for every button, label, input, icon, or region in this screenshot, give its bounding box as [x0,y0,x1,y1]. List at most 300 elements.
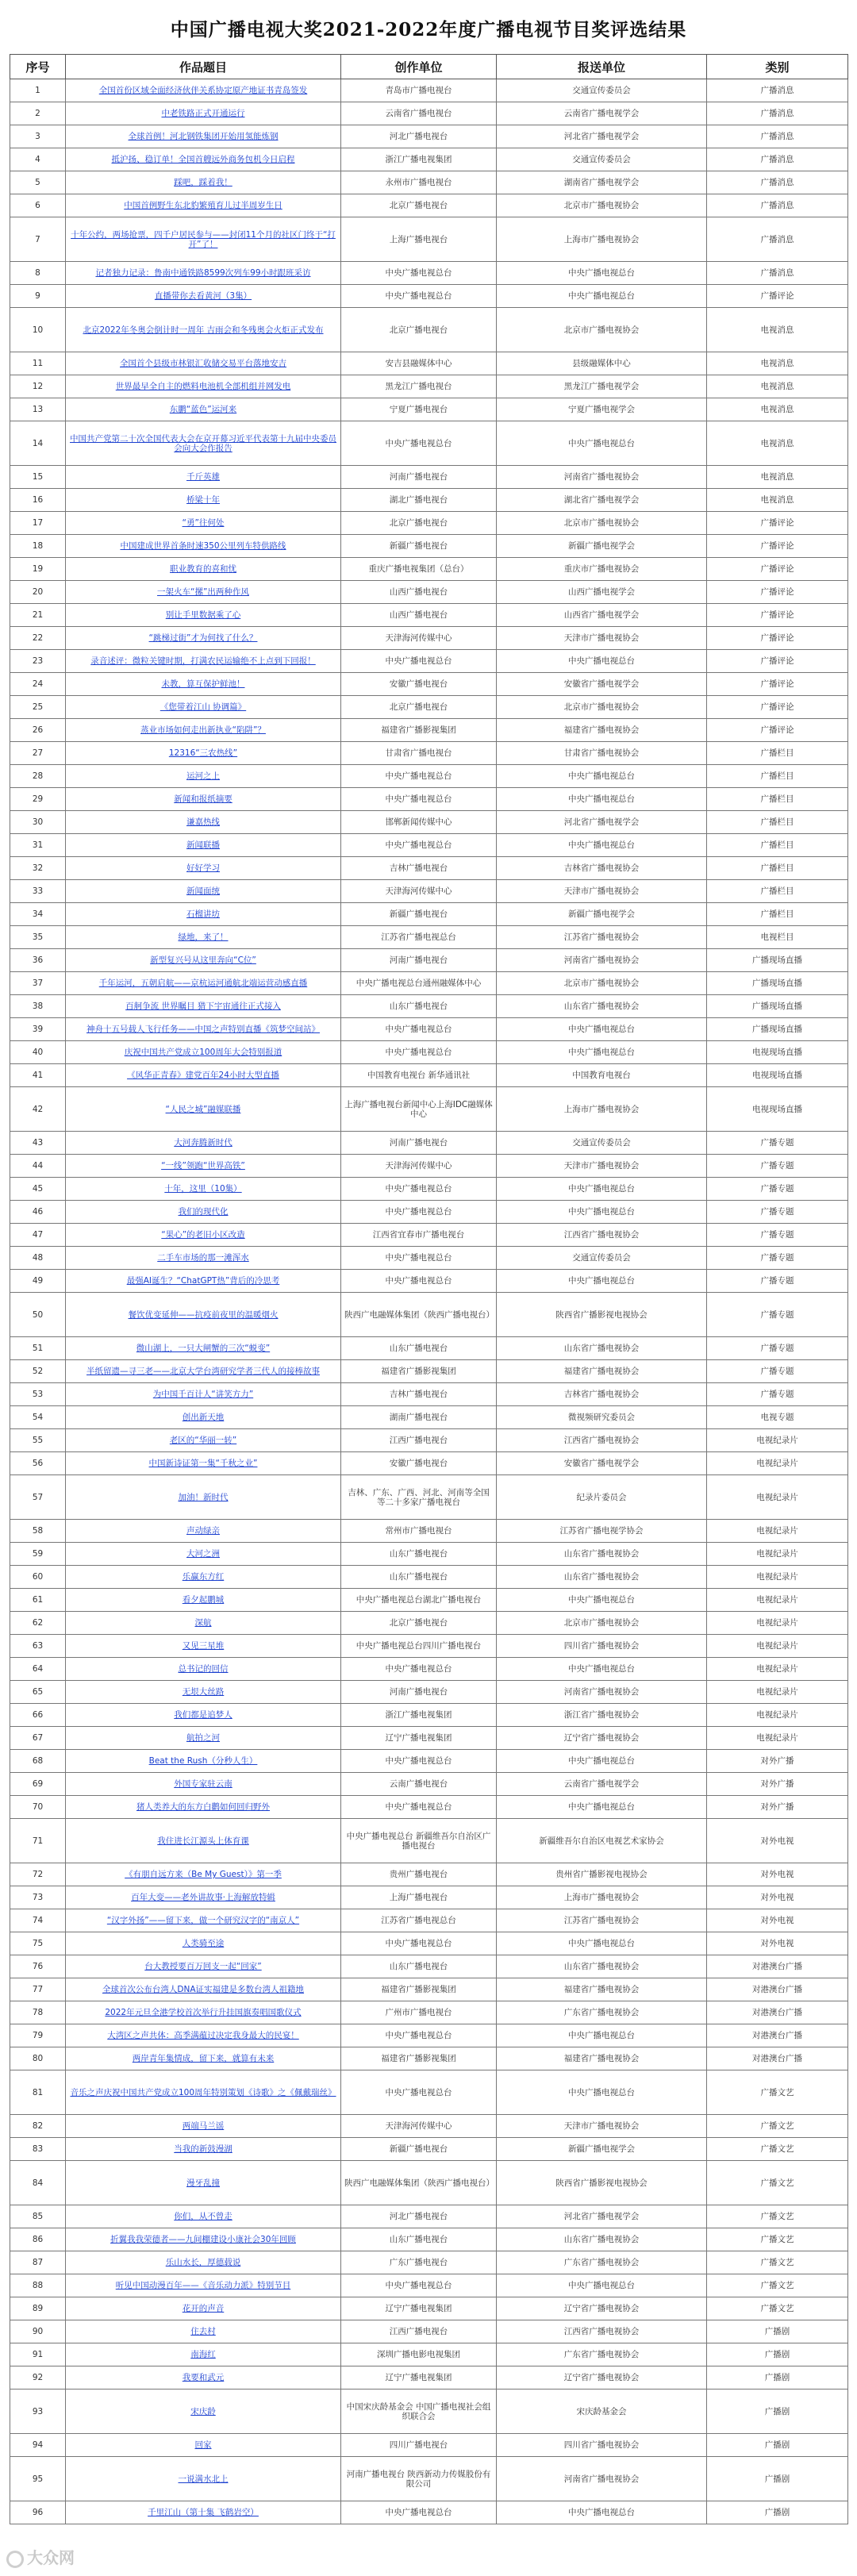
cell-index: 71 [10,1819,66,1863]
cell-submitter: 广东省广播电视协会 [497,2001,707,2024]
cell-work-title[interactable]: 南海红 [66,2343,341,2366]
header-work-title: 作品题目 [66,55,341,79]
cell-creator: 广东广播电视台 [341,2251,497,2274]
cell-index: 38 [10,995,66,1018]
cell-submitter: 河南省广播电视协会 [497,949,707,972]
cell-index: 79 [10,2024,66,2047]
table-row [10,1589,848,1612]
cell-work-title[interactable]: 未教，算互保护鲜池！ [66,673,341,696]
cell-index: 29 [10,788,66,811]
table-body [10,79,848,2524]
cell-work-title[interactable]: 两岸青年集情成，留下来，就算有未来 [66,2047,341,2070]
cell-work-title[interactable]: 2022年元旦全港学校首次举行升挂国旗奏唱国歌仪式 [66,2001,341,2024]
cell-index: 96 [10,2501,66,2524]
cell-creator: 陕西广电融媒体集团（陕西广播电视台） [341,2161,497,2205]
cell-work-title[interactable]: “果心”的老旧小区改造 [66,1224,341,1247]
cell-submitter: 河南省广播电视协会 [497,466,707,489]
cell-creator: 贵州广播电视台 [341,1863,497,1886]
cell-category: 电视纪录片 [707,1475,848,1520]
cell-submitter: 河北省广播电视学会 [497,2205,707,2228]
cell-work-title[interactable]: 全国首份区域全面经济伙伴关系协定原产地证书青岛签发 [66,79,341,102]
cell-index: 30 [10,811,66,834]
table-row [10,857,848,880]
cell-creator: 江西省宜春市广播电视台 [341,1224,497,1247]
cell-work-title[interactable]: “跳梯过街”才为何找了什么？ [66,627,341,650]
cell-category: 广播现场直播 [707,1018,848,1041]
cell-work-title[interactable]: 你们，从不曾走 [66,2205,341,2228]
cell-work-title[interactable]: 东鹏“蓝色”运河来 [66,398,341,421]
cell-creator: 天津海河传媒中心 [341,2115,497,2138]
cell-creator: 四川广播电视台 [341,2434,497,2457]
cell-work-title[interactable]: 12316“三农热线” [66,742,341,765]
table-row [10,1658,848,1681]
cell-submitter: 中央广播电视总台 [497,1658,707,1681]
cell-index: 32 [10,857,66,880]
cell-index: 39 [10,1018,66,1041]
cell-work-title[interactable]: 台大教授要百万回支一起“回家” [66,1955,341,1978]
cell-creator: 宁夏广播电视台 [341,398,497,421]
cell-submitter: 辽宁省广播电视协会 [497,1727,707,1750]
cell-work-title[interactable]: 全球首次公布台湾人DNA证实福建是多数台湾人祖籍地 [66,1978,341,2001]
cell-index: 28 [10,765,66,788]
cell-submitter: 山东省广播电视协会 [497,1566,707,1589]
cell-submitter: 中央广播电视总台 [497,262,707,285]
cell-submitter: 天津市广播电视协会 [497,2115,707,2138]
cell-work-title[interactable]: 一说满水北上 [66,2457,341,2501]
table-row [10,398,848,421]
cell-work-title[interactable]: “勇”往何处 [66,512,341,535]
cell-work-title[interactable]: 百舸争流 世界瞩目 猎下宇宙通往正式接入 [66,995,341,1018]
cell-index: 82 [10,2115,66,2138]
cell-category: 广播评论 [707,558,848,581]
cell-work-title[interactable]: 花开的声音 [66,2297,341,2320]
cell-work-title[interactable]: 又见三星堆 [66,1635,341,1658]
table-row [10,489,848,512]
table-row [10,285,848,308]
cell-work-title[interactable]: 中国建成世界首条时速350公里列车特供路线 [66,535,341,558]
table-row [10,1178,848,1201]
cell-index: 40 [10,1041,66,1064]
cell-creator: 中央广播电视总台 [341,834,497,857]
cell-work-title[interactable]: 十年，这里（10集） [66,1178,341,1201]
cell-submitter: 交通宣传委员会 [497,148,707,171]
cell-creator: 河北广播电视台 [341,2205,497,2228]
cell-index: 22 [10,627,66,650]
cell-work-title[interactable]: 新型复兴号从这里奔向“C位” [66,949,341,972]
cell-work-title[interactable]: 千斤英雄 [66,466,341,489]
cell-creator: 河南广播电视台 [341,949,497,972]
cell-index: 45 [10,1178,66,1201]
cell-work-title[interactable]: 桥梁十年 [66,489,341,512]
cell-work-title[interactable]: 最强AI诞生？“ChatGPT热”背后的冷思考 [66,1270,341,1293]
cell-submitter: 江苏省广播电视学协会 [497,1520,707,1543]
cell-work-title[interactable]: 百年大变——老外讲故事·上海解放特辑 [66,1886,341,1909]
cell-work-title[interactable]: 总书记的回信 [66,1658,341,1681]
cell-work-title[interactable]: 折翼我我荣德者——九间棚建设小康社会30年回顾 [66,2228,341,2251]
cell-category: 广播栏目 [707,857,848,880]
cell-creator: 湖南广播电视台 [341,1406,497,1429]
cell-submitter: 甘肃省广播电视协会 [497,742,707,765]
cell-work-title[interactable]: 我住进长江源头上体育课 [66,1819,341,1863]
cell-index: 88 [10,2274,66,2297]
cell-category: 电视纪录片 [707,1452,848,1475]
cell-creator: 安吉县融媒体中心 [341,352,497,375]
cell-submitter: 中央广播电视总台 [497,1178,707,1201]
cell-work-title[interactable]: 录音述评：微粒关键时期，打满农民运输绝不上点到下回报！ [66,650,341,673]
cell-work-title[interactable]: 运河之上 [66,765,341,788]
cell-work-title[interactable]: 音乐之声庆祝中国共产党成立100周年特别策划《诗歌》之《佩戴瑞丝》 [66,2070,341,2115]
cell-creator: 中央广播电视总台 [341,1018,497,1041]
cell-work-title[interactable]: 听见中国动漫百年——《音乐动力派》特别节目 [66,2274,341,2297]
cell-submitter: 上海市广播电视协会 [497,1087,707,1132]
cell-index: 17 [10,512,66,535]
cell-category: 广播专题 [707,1132,848,1155]
cell-index: 87 [10,2251,66,2274]
cell-submitter: 中央广播电视总台 [497,1270,707,1293]
cell-work-title[interactable]: 石榴讲坊 [66,903,341,926]
table-row [10,2366,848,2390]
table-row [10,512,848,535]
cell-work-title[interactable]: 中国新诗证第一集“千秋之业” [66,1452,341,1475]
cell-index: 34 [10,903,66,926]
cell-category: 广播评论 [707,696,848,719]
cell-index: 18 [10,535,66,558]
table-row [10,2501,848,2524]
cell-category: 电视现场直播 [707,1087,848,1132]
cell-creator: 重庆广播电视集团（总台） [341,558,497,581]
cell-category: 广播栏目 [707,834,848,857]
cell-category: 电视纪录片 [707,1429,848,1452]
cell-index: 4 [10,148,66,171]
cell-work-title[interactable]: 新闻和报纸摘要 [66,788,341,811]
table-row [10,1978,848,2001]
cell-creator: 北京广播电视台 [341,308,497,352]
cell-creator: 中央广播电视总台 [341,2024,497,2047]
table-row [10,375,848,398]
cell-submitter: 山东省广播电视协会 [497,995,707,1018]
cell-submitter: 中央广播电视总台 [497,285,707,308]
cell-work-title[interactable]: 餐饮优变延伸——抗疫前夜里的温暖烟火 [66,1293,341,1337]
cell-index: 44 [10,1155,66,1178]
cell-work-title[interactable]: 职业教育的喜和忧 [66,558,341,581]
cell-work-title[interactable]: 中国共产党第二十次全国代表大会在京开幕习近平代表第十九届中央委员会向大会作报告 [66,421,341,466]
cell-category: 电视现场直播 [707,1041,848,1064]
cell-work-title[interactable]: 千年运河，五朝启航——京杭运河通航北端运营动感直播 [66,972,341,995]
cell-index: 62 [10,1612,66,1635]
cell-submitter: 中央广播电视总台 [497,1750,707,1773]
cell-work-title[interactable]: 当我的新鼓漫湖 [66,2138,341,2161]
cell-creator: 山东广播电视台 [341,1337,497,1360]
table-row [10,1247,848,1270]
cell-category: 电视纪录片 [707,1612,848,1635]
cell-work-title[interactable]: 猪人类养大的东方白鹳如何回归野外 [66,1796,341,1819]
cell-index: 86 [10,2228,66,2251]
cell-category: 广播剧 [707,2320,848,2343]
cell-index: 36 [10,949,66,972]
cell-work-title[interactable]: 加油！新时代 [66,1475,341,1520]
cell-work-title[interactable]: 半纸留遗—寻三老——北京大学台湾研究学者三代人的接棒故事 [66,1360,341,1383]
table-row [10,2138,848,2161]
cell-index: 19 [10,558,66,581]
cell-category: 广播文艺 [707,2297,848,2320]
table-row [10,903,848,926]
cell-work-title[interactable]: 好好学习 [66,857,341,880]
cell-creator: 新疆广播电视台 [341,535,497,558]
cell-creator: 福建省广播影视集团 [341,719,497,742]
table-row [10,194,848,217]
cell-creator: 河南广播电视台 [341,466,497,489]
cell-creator: 邯郸新闻传媒中心 [341,811,497,834]
cell-creator: 山东广播电视台 [341,1955,497,1978]
cell-submitter: 广东省广播电视协会 [497,2251,707,2274]
cell-index: 41 [10,1064,66,1087]
cell-creator: 中央广播电视总台 [341,1270,497,1293]
cell-category: 广播消息 [707,125,848,148]
cell-category: 对港澳台广播 [707,2024,848,2047]
cell-category: 电视纪录片 [707,1681,848,1704]
cell-work-title[interactable]: 全球首例！河北钢铁集团开始用氢能炼钢 [66,125,341,148]
cell-work-title[interactable]: 世界最早全自主的燃料电池机全部机组并网发电 [66,375,341,398]
cell-category: 广播文艺 [707,2161,848,2205]
cell-category: 电视纪录片 [707,1589,848,1612]
cell-submitter: 山西省广播电视学会 [497,604,707,627]
table-row [10,1543,848,1566]
cell-work-title[interactable]: 大河奔腾新时代 [66,1132,341,1155]
cell-category: 广播评论 [707,719,848,742]
cell-index: 57 [10,1475,66,1520]
cell-work-title[interactable]: 庆祝中国共产党成立100周年大会特别报道 [66,1041,341,1064]
cell-index: 42 [10,1087,66,1132]
cell-category: 电视纪录片 [707,1543,848,1566]
cell-creator: 福建省广播影视集团 [341,1360,497,1383]
cell-submitter: 新疆广播电视学会 [497,903,707,926]
cell-submitter: 中央广播电视总台 [497,2274,707,2297]
cell-work-title[interactable]: 住去村 [66,2320,341,2343]
table-row [10,2001,848,2024]
cell-category: 电视专题 [707,1406,848,1429]
cell-creator: 河南广播电视台 [341,1132,497,1155]
cell-work-title[interactable]: 大湾区之声共体：高季满蕴过决定我身最大的民宴！ [66,2024,341,2047]
cell-work-title[interactable]: 记者独力记录：鲁南中通铁路8599次列车99小时跟班采访 [66,262,341,285]
cell-work-title[interactable]: “一线”领跑“世界高铁” [66,1155,341,1178]
cell-work-title[interactable]: 我要和武元 [66,2366,341,2390]
cell-creator: 江西广播电视台 [341,1429,497,1452]
cell-work-title[interactable]: 无垠大丝路 [66,1681,341,1704]
table-row [10,2343,848,2366]
table-row [10,1452,848,1475]
cell-category: 广播专题 [707,1247,848,1270]
table-row [10,1360,848,1383]
cell-work-title[interactable]: 创出新天地 [66,1406,341,1429]
cell-creator: 河南广播电视台 陕西新动力传媒股份有限公司 [341,2457,497,2501]
cell-work-title[interactable]: 两端马兰谣 [66,2115,341,2138]
cell-work-title[interactable]: 漫牙乱撞 [66,2161,341,2205]
cell-submitter: 安徽省广播电视学会 [497,1452,707,1475]
cell-index: 35 [10,926,66,949]
cell-work-title[interactable]: Beat the Rush（分秒人生） [66,1750,341,1773]
cell-index: 21 [10,604,66,627]
cell-index: 50 [10,1293,66,1337]
cell-work-title[interactable]: 中老铁路正式开通运行 [66,102,341,125]
table-row [10,1132,848,1155]
cell-work-title[interactable]: 踩吧，踩着我！ [66,171,341,194]
cell-index: 5 [10,171,66,194]
cell-index: 80 [10,2047,66,2070]
cell-submitter: 江西省广播电视协会 [497,1429,707,1452]
cell-category: 广播剧 [707,2434,848,2457]
cell-submitter: 江西省广播电视协会 [497,2320,707,2343]
cell-creator: 中央广播电视总台四川广播电视台 [341,1635,497,1658]
table-row [10,1475,848,1520]
cell-work-title[interactable]: 别让手里数据乘了心 [66,604,341,627]
cell-work-title[interactable]: 我们的现代化 [66,1201,341,1224]
cell-submitter: 中央广播电视总台 [497,765,707,788]
cell-work-title[interactable]: 人类骑至途 [66,1932,341,1955]
cell-category: 电视纪录片 [707,1566,848,1589]
cell-index: 20 [10,581,66,604]
cell-index: 13 [10,398,66,421]
cell-creator: 吉林广播电视台 [341,857,497,880]
cell-submitter: 吉林省广播电视协会 [497,1383,707,1406]
watermark-logo-icon [6,2551,24,2568]
table-row [10,1064,848,1087]
cell-work-title[interactable]: 中国首例野生东北豹繁殖育儿过半周岁生日 [66,194,341,217]
cell-work-title[interactable]: 宋庆龄 [66,2390,341,2434]
table-row [10,2297,848,2320]
cell-index: 63 [10,1635,66,1658]
cell-work-title[interactable]: “人民之城”融媒联播 [66,1087,341,1132]
table-row [10,102,848,125]
cell-index: 58 [10,1520,66,1543]
cell-category: 广播专题 [707,1270,848,1293]
cell-work-title[interactable]: 新闻联播 [66,834,341,857]
table-row [10,834,848,857]
cell-work-title[interactable]: 声动绿亲 [66,1520,341,1543]
cell-creator: 河北广播电视台 [341,125,497,148]
table-row [10,1955,848,1978]
cell-work-title[interactable]: 老区的“华丽一转” [66,1429,341,1452]
cell-work-title[interactable]: 抵沪扬、稳订单！全国首艘远外商务包机今日启程 [66,148,341,171]
cell-work-title[interactable]: 直播带你去看黄河（3集） [66,285,341,308]
cell-work-title[interactable]: “汉字外扬”——留下来，做一个研究汉字的“南京人” [66,1909,341,1932]
cell-work-title[interactable]: 《风华正青春》建党百年24小时大型直播 [66,1064,341,1087]
cell-category: 广播消息 [707,217,848,262]
cell-creator: 新疆广播电视台 [341,2138,497,2161]
cell-work-title[interactable]: 回家 [66,2434,341,2457]
cell-category: 广播文艺 [707,2138,848,2161]
cell-submitter: 四川省广播电视协会 [497,1635,707,1658]
table-row [10,1796,848,1819]
cell-submitter: 辽宁省广播电视协会 [497,2297,707,2320]
cell-submitter: 上海市广播电视协会 [497,1886,707,1909]
cell-submitter: 交通宣传委员会 [497,1132,707,1155]
cell-work-title[interactable]: 北京2022年冬奥会倒计时一周年 吉雨会和冬残奥会火炬正式发布 [66,308,341,352]
cell-index: 15 [10,466,66,489]
header-index: 序号 [10,55,66,79]
cell-creator: 江西广播电视台 [341,2320,497,2343]
cell-category: 广播评论 [707,673,848,696]
cell-submitter: 中央广播电视总台 [497,1041,707,1064]
cell-work-title[interactable]: 新闻面统 [66,880,341,903]
table-row [10,719,848,742]
cell-creator: 中央广播电视总台 [341,1201,497,1224]
cell-work-title[interactable]: 深航 [66,1612,341,1635]
cell-work-title[interactable]: 大河之洲 [66,1543,341,1566]
cell-work-title[interactable]: 绿地，来了！ [66,926,341,949]
cell-creator: 永州市广播电视台 [341,171,497,194]
cell-work-title[interactable]: 二手车市场的那一滩浑水 [66,1247,341,1270]
cell-submitter: 中央广播电视总台 [497,1589,707,1612]
cell-work-title[interactable]: 千里江山（第十集 飞鹤岩空） [66,2501,341,2524]
cell-work-title[interactable]: 十年公约，两场抢票，四千户居民参与——封闭11个月的社区门终于“打开”了！ [66,217,341,262]
cell-work-title[interactable]: 外国专家驻云南 [66,1773,341,1796]
cell-work-title[interactable]: 我们都是追梦人 [66,1704,341,1727]
cell-creator: 江苏省广播电视总台 [341,926,497,949]
table-row [10,535,848,558]
table-row [10,1819,848,1863]
cell-work-title[interactable]: 神舟十五号载人飞行任务——中国之声特别直播《筑梦空间站》 [66,1018,341,1041]
cell-index: 37 [10,972,66,995]
cell-work-title[interactable]: 乐山水长，厚德载说 [66,2251,341,2274]
cell-category: 广播剧 [707,2457,848,2501]
cell-work-title[interactable]: 蒸业市场如何走出新执业“陷阱”？ [66,719,341,742]
cell-index: 56 [10,1452,66,1475]
cell-index: 91 [10,2343,66,2366]
cell-index: 94 [10,2434,66,2457]
cell-creator: 辽宁广播电视集团 [341,2297,497,2320]
cell-work-title[interactable]: 一架火车“摞”出两种作风 [66,581,341,604]
cell-work-title[interactable]: 微山湖上，一只大闸蟹的三次“蜕变” [66,1337,341,1360]
cell-creator: 中央广播电视总台 [341,421,497,466]
table-row [10,1018,848,1041]
cell-creator: 吉林广播电视台 [341,1383,497,1406]
cell-creator: 山西广播电视台 [341,581,497,604]
cell-work-title[interactable]: 看夕起鹏城 [66,1589,341,1612]
cell-work-title[interactable]: 乐赢东方红 [66,1566,341,1589]
cell-index: 85 [10,2205,66,2228]
cell-category: 广播消息 [707,102,848,125]
cell-submitter: 北京市广播电视协会 [497,194,707,217]
cell-submitter: 云南省广播电视学会 [497,1773,707,1796]
cell-submitter: 宁夏广播电视学会 [497,398,707,421]
cell-submitter: 河北省广播电视学会 [497,811,707,834]
cell-work-title[interactable]: 航拍之河 [66,1727,341,1750]
cell-category: 对港澳台广播 [707,1955,848,1978]
cell-category: 广播专题 [707,1178,848,1201]
cell-submitter: 浙江省广播电视协会 [497,1704,707,1727]
cell-work-title[interactable]: 谦嘉热线 [66,811,341,834]
cell-index: 11 [10,352,66,375]
cell-submitter: 河南省广播电视协会 [497,2457,707,2501]
cell-index: 9 [10,285,66,308]
table-row [10,972,848,995]
cell-index: 2 [10,102,66,125]
cell-work-title[interactable]: 为中国千百计人“讲笑方力” [66,1383,341,1406]
cell-work-title[interactable]: 全国首个县级市林银汇收储交易平台落地安吉 [66,352,341,375]
cell-index: 70 [10,1796,66,1819]
cell-category: 对港澳台广播 [707,2047,848,2070]
cell-creator: 云南广播电视台 [341,1773,497,1796]
table-row [10,352,848,375]
table-row [10,788,848,811]
cell-submitter: 福建省广播电视协会 [497,1360,707,1383]
cell-work-title[interactable]: 《您带着江山 协调篇》 [66,696,341,719]
cell-work-title[interactable]: 《有朋自远方来（Be My Guest）》第一季 [66,1863,341,1886]
cell-category: 广播评论 [707,650,848,673]
cell-index: 60 [10,1566,66,1589]
results-table [10,54,848,2524]
table-row [10,1635,848,1658]
